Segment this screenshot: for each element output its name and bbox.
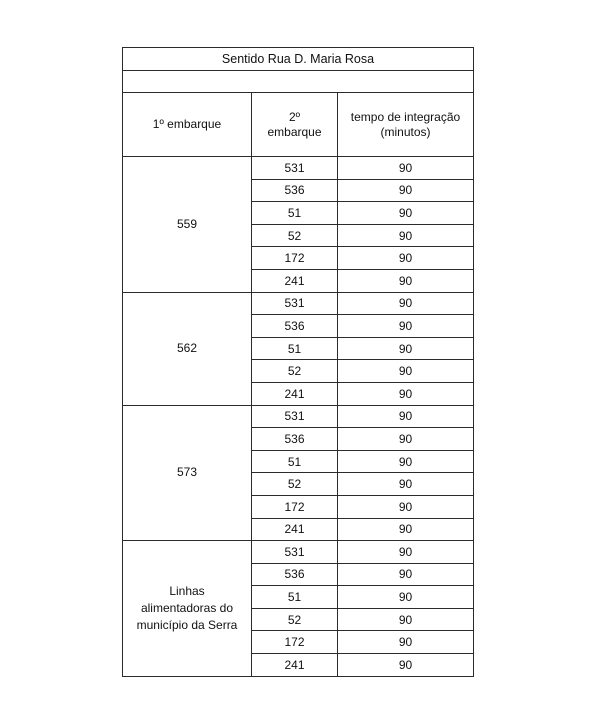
integration-time-value: 90: [338, 608, 474, 631]
integration-time-value: 90: [338, 518, 474, 541]
integration-time-value: 90: [338, 292, 474, 315]
integration-time-value: 90: [338, 495, 474, 518]
integration-time-value: 90: [338, 202, 474, 225]
integration-time-value: 90: [338, 269, 474, 292]
title-row: [123, 48, 474, 71]
integration-time-value: 90: [338, 179, 474, 202]
first-boarding-group: [123, 541, 252, 677]
second-boarding-line: 51: [252, 202, 338, 225]
second-boarding-line: 531: [252, 405, 338, 428]
header-row: [123, 93, 474, 157]
header-time-line-2: (minutos): [380, 124, 431, 139]
integration-time-value: 90: [338, 631, 474, 654]
second-boarding-line: 241: [252, 269, 338, 292]
second-boarding-line: 531: [252, 157, 338, 180]
second-boarding-line: 51: [252, 450, 338, 473]
integration-time-value: 90: [338, 428, 474, 451]
second-boarding-line: 51: [252, 337, 338, 360]
integration-table: [122, 47, 474, 677]
second-boarding-line: 172: [252, 495, 338, 518]
integration-time-value: 90: [338, 382, 474, 405]
header-time-line-1: tempo de integração: [350, 109, 461, 124]
blank-cell: [123, 71, 474, 93]
blank-row: [123, 71, 474, 93]
group-label-line: 559: [176, 216, 198, 231]
second-boarding-line: 52: [252, 473, 338, 496]
second-boarding-line: 536: [252, 563, 338, 586]
second-boarding-line: 531: [252, 541, 338, 564]
group-label-line: alimentadoras do: [140, 600, 234, 615]
first-boarding-group: [123, 405, 252, 541]
integration-time-value: 90: [338, 315, 474, 338]
table-row: [123, 292, 474, 315]
header-second-line-2: embarque: [267, 124, 322, 139]
integration-time-value: 90: [338, 405, 474, 428]
integration-time-value: 90: [338, 563, 474, 586]
header-second-boarding: [252, 93, 338, 157]
group-label-line: 562: [176, 341, 198, 356]
first-boarding-group: [123, 292, 252, 405]
integration-time-value: 90: [338, 654, 474, 677]
table-row: [123, 405, 474, 428]
second-boarding-line: 172: [252, 631, 338, 654]
table-row: [123, 541, 474, 564]
table-row: [123, 157, 474, 180]
integration-time-value: 90: [338, 473, 474, 496]
second-boarding-line: 536: [252, 428, 338, 451]
header-second-line-1: 2º: [288, 109, 301, 124]
header-integration-time: [338, 93, 474, 157]
second-boarding-line: 241: [252, 654, 338, 677]
second-boarding-line: 536: [252, 315, 338, 338]
second-boarding-line: 172: [252, 247, 338, 270]
second-boarding-line: 52: [252, 608, 338, 631]
integration-time-value: 90: [338, 247, 474, 270]
table-title: Sentido Rua D. Maria Rosa: [123, 48, 474, 71]
header-first-boarding: 1º embarque: [123, 93, 252, 157]
group-label-line: município da Serra: [136, 617, 238, 632]
second-boarding-line: 52: [252, 360, 338, 383]
integration-time-value: 90: [338, 337, 474, 360]
group-label-line: 573: [176, 465, 198, 480]
second-boarding-line: 52: [252, 224, 338, 247]
first-boarding-group: [123, 157, 252, 293]
second-boarding-line: 241: [252, 382, 338, 405]
second-boarding-line: 531: [252, 292, 338, 315]
integration-time-value: 90: [338, 541, 474, 564]
integration-time-value: 90: [338, 157, 474, 180]
integration-time-value: 90: [338, 224, 474, 247]
integration-time-value: 90: [338, 450, 474, 473]
integration-time-value: 90: [338, 586, 474, 609]
group-label-line: Linhas: [169, 583, 205, 598]
second-boarding-line: 536: [252, 179, 338, 202]
table-body: [123, 48, 474, 677]
second-boarding-line: 241: [252, 518, 338, 541]
integration-time-value: 90: [338, 360, 474, 383]
second-boarding-line: 51: [252, 586, 338, 609]
